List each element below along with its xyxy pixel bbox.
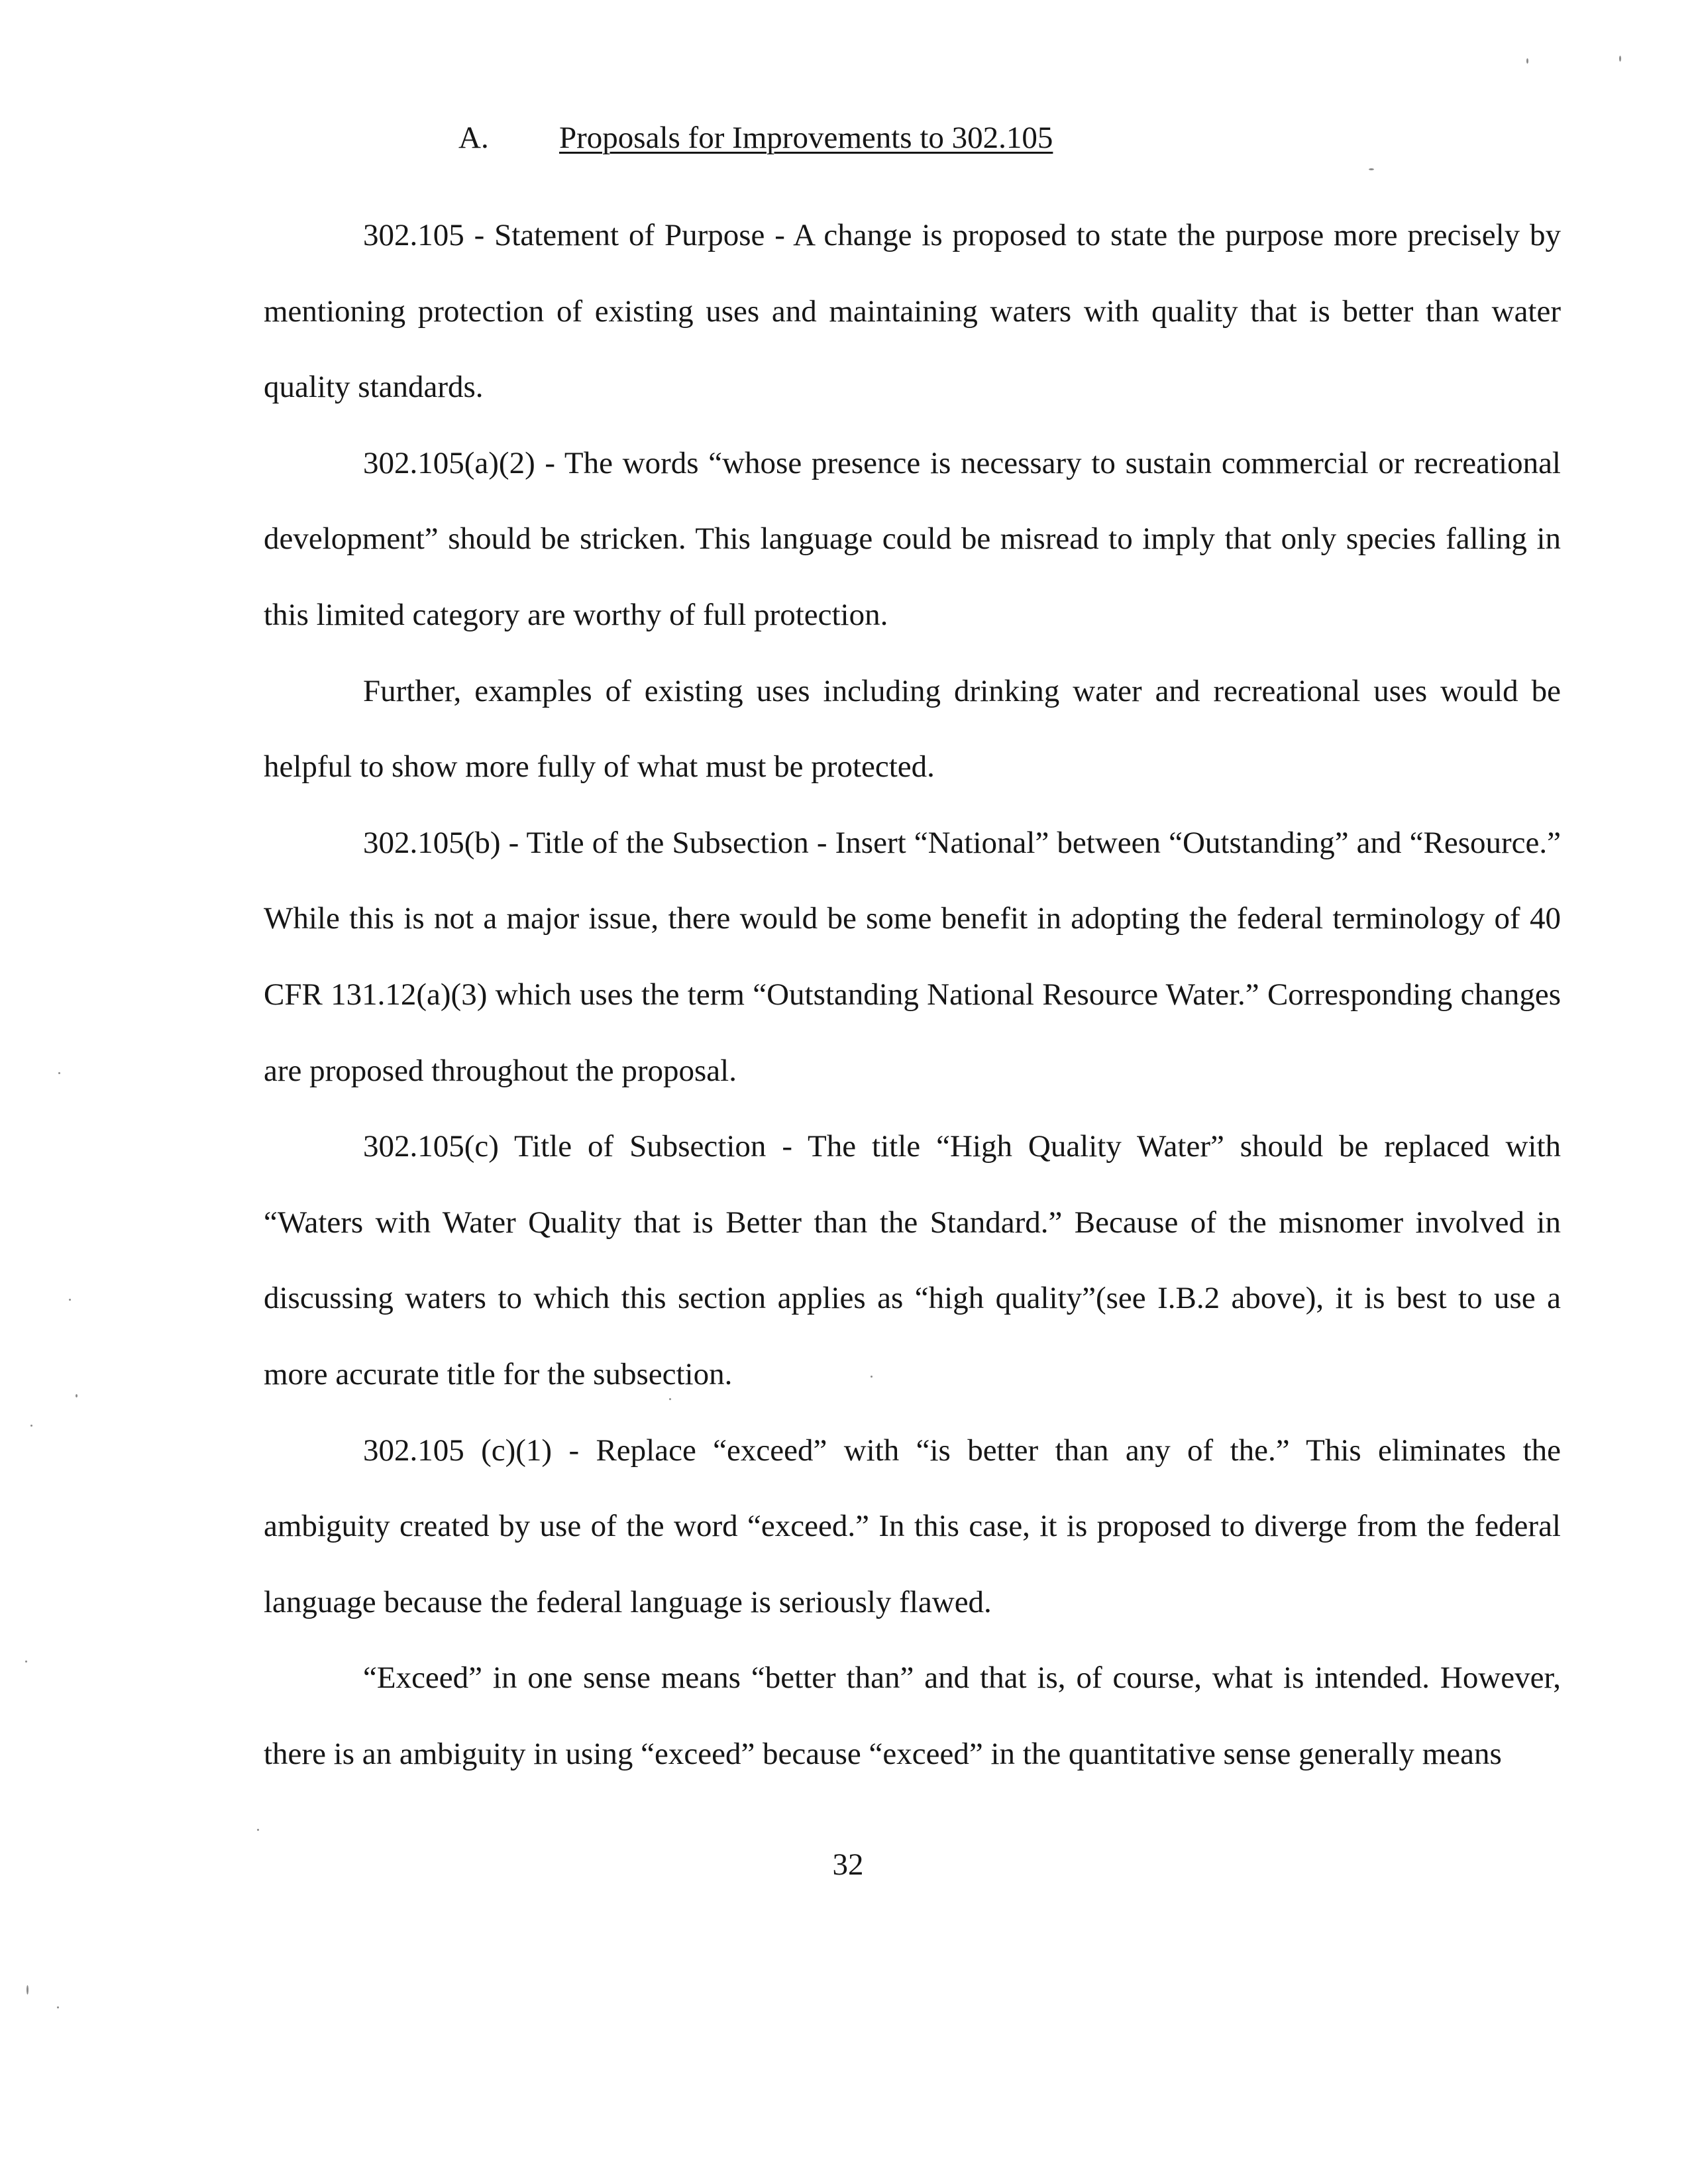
scan-speck: [76, 1394, 78, 1397]
scan-speck: [257, 1829, 259, 1831]
scan-speck: [871, 1376, 873, 1378]
paragraph-c1-replace-exceed: 302.105 (c)(1) - Replace “exceed” with “is better than any of the.” This eliminates the ambiguity created by use of the word “exceed.” In this case, it is proposed to diverge from the federal language because the federal language is seriously flawed.: [264, 1433, 1561, 1619]
paragraph-b-title-subsection: 302.105(b) - Title of the Subsection - Insert “National” between “Outstanding” and “Resource.” While this is not a major issue, there would be some benefit in adopting the federal terminology of 40 CFR 131.12(a)(3) which uses the term “Outstanding National Resource Water.” Corresponding changes are proposed throughout the proposal.: [264, 825, 1561, 1088]
scan-speck: [69, 1299, 71, 1301]
paragraph-c-title-subsection: 302.105(c) Title of Subsection - The title “High Quality Water” should be replaced with “Waters with Water Quality that is Better than the Standard.” Because of the misnomer involved in discussing waters to which this section applies as “high quality”(see I.B.2 above), it is best to use a more accurate title for the subsection.: [264, 1129, 1561, 1392]
scan-speck: [30, 1425, 32, 1427]
scan-speck: [1369, 168, 1374, 170]
paragraph-existing-uses-examples: Further, examples of existing uses including drinking water and recreational uses would be helpful to show more fully of what must be protected.: [264, 673, 1561, 785]
section-title: Proposals for Improvements to 302.105: [559, 121, 1053, 155]
scan-speck: [669, 1398, 671, 1400]
page-number: 32: [832, 1847, 864, 1882]
scan-speck: [1619, 56, 1621, 62]
section-heading: [458, 118, 1053, 158]
paragraph-a2-words-stricken: 302.105(a)(2) - The words “whose presence is necessary to sustain commercial or recreational development” should be stricken. This language could be misread to imply that only species falling in this limited category are worthy of full protection.: [264, 445, 1561, 632]
paragraph-exceed-ambiguity: “Exceed” in one sense means “better than” and that is, of course, what is intended. However, there is an ambiguity in using “exceed” because “exceed” in the quantitative sense generally means: [264, 1661, 1561, 1771]
body-text: [264, 197, 1561, 1792]
scan-speck: [1526, 58, 1528, 64]
section-letter: A.: [458, 121, 489, 155]
scan-speck: [58, 1072, 60, 1074]
scan-speck: [26, 1985, 28, 1994]
scan-speck: [25, 1661, 27, 1663]
paragraph-statement-of-purpose: 302.105 - Statement of Purpose - A change is proposed to state the purpose more precisely by mentioning protection of existing uses and maintaining waters with quality that is better than water quality standards.: [264, 218, 1561, 405]
scan-speck: [57, 2006, 59, 2008]
